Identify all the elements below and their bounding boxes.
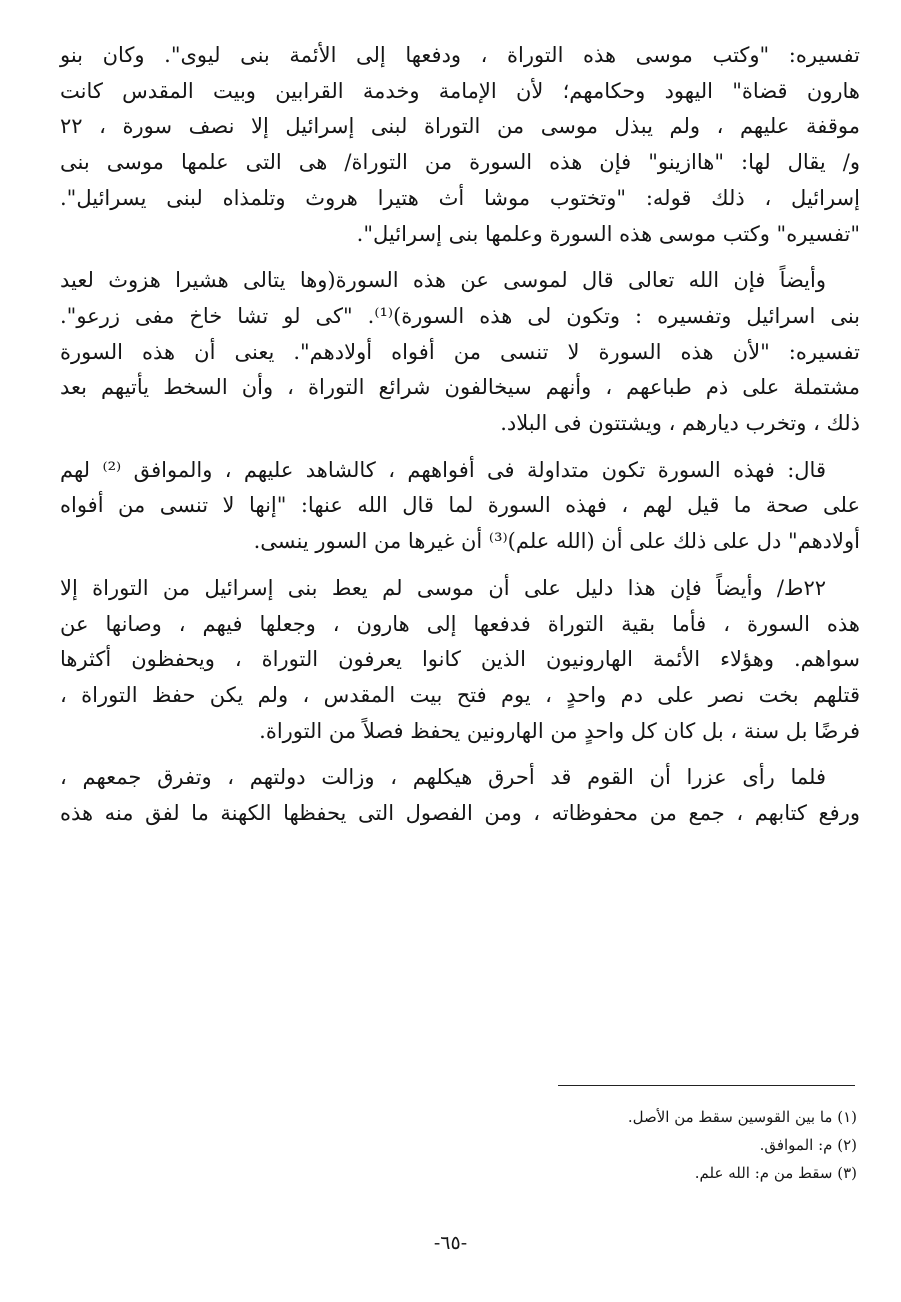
- paragraph-2: [60, 263, 860, 442]
- footnote-1: (١) ما بين القوسين سقط من الأصل.: [627, 1108, 857, 1126]
- text-line: قال: فهذه السورة تكون متداولة فى أفواههم ، كالشاهد عليهم ، والموافق ⁽²⁾ لهم: [60, 457, 826, 482]
- paragraph-5: [60, 760, 860, 831]
- paragraph-4: [60, 571, 860, 750]
- text-line: على صحة ما قيل لهم ، فهذه السورة لما قال الله عنها: "إنها لا تنسى من أفواه: [60, 493, 860, 518]
- footnote-2: (٢) م: الموافق.: [759, 1136, 857, 1154]
- footnotes: [257, 1103, 857, 1187]
- text-line: ٢٢ط/ وأيضاً فإن هذا دليل على أن موسى لم يعط بنى إسرائيل من التوراة إلا: [60, 575, 826, 600]
- text-line: تفسيره: "لأن هذه السورة لا تنسى من أفواه أولادهم". يعنى أن هذه السورة: [60, 339, 860, 364]
- text-line: تفسيره: "وكتب موسى هذه التوراة ، ودفعها إلى الأئمة بنى ليوى". وكان بنو: [60, 43, 860, 67]
- main-text: [60, 38, 860, 843]
- text-line: فرضًا بل سنة ، بل كان كل واحدٍ من الهارونين يحفظ فصلاً من التوراة.: [259, 718, 860, 743]
- text-line: أولادهم" دل على ذلك على أن (الله علم)⁽³⁾ أن غيرها من السور ينسى.: [253, 529, 860, 554]
- text-line: مشتملة على ذم طباعهم ، وأنهم سيخالفون شرائع التوراة ، وأن السخط يأتيهم بعد: [60, 375, 860, 400]
- footnote-separator: [558, 1085, 855, 1086]
- paragraph-1: [60, 38, 860, 252]
- text-line: سواهم. وهؤلاء الأئمة الهارونيون الذين كانوا يعرفون التوراة ، ويحفظون أكثرها: [60, 647, 860, 672]
- text-line: فلما رأى عزرا أن القوم قد أحرق هيكلهم ، وزالت دولتهم ، وتفرق جمعهم ،: [60, 765, 826, 790]
- text-line: هذه السورة ، فأما بقية التوراة فدفعها إلى هارون ، وجعلها فيهم ، وصانها عن: [60, 611, 860, 636]
- paragraph-3: [60, 453, 860, 560]
- text-line: إسرائيل ، ذلك قوله: "وتختوب موشا أث هتيرا هروث وتلمذاه لبنى يسرائيل".: [60, 185, 860, 210]
- text-line: قتلهم بخت نصر على دم واحدٍ ، يوم فتح بيت المقدس ، ولم يكن حفظ التوراة ،: [60, 682, 860, 707]
- text-line: و/ يقال لها: "هاازينو" فإن هذه السورة من التوراة/ هى التى علمها موسى بنى: [60, 150, 860, 175]
- text-line: وأيضاً فإن الله تعالى قال لموسى عن هذه السورة(وها يتالى هشيرا هزوث لعيد: [60, 268, 826, 293]
- text-line: موقفة عليهم ، ولم يبذل موسى من التوراة لبنى إسرائيل إلا نصف سورة ، ٢٢: [60, 114, 860, 139]
- text-line: بنى اسرائيل وتفسيره : وتكون لى هذه السورة)⁽¹⁾. "كى لو تشا خاخ مفى زرعو".: [60, 303, 861, 328]
- text-line: "تفسيره" وكتب موسى هذه السورة وعلمها بنى إسرائيل".: [356, 221, 860, 246]
- page-number: -٦٥-: [433, 1232, 468, 1254]
- text-line: ورفع كتابهم ، جمع من محفوظاته ، ومن الفصول التى يحفظها الكهنة ما لفق منه هذه: [60, 801, 860, 826]
- footnote-3: (٣) سقط من م: الله علم.: [694, 1164, 857, 1182]
- text-line: هارون قضاة" اليهود وحكامهم؛ لأن الإمامة وخدمة القرابين وبيت المقدس كانت: [60, 78, 860, 103]
- text-line: ذلك ، وتخرب ديارهم ، ويشتتون فى البلاد.: [500, 411, 860, 436]
